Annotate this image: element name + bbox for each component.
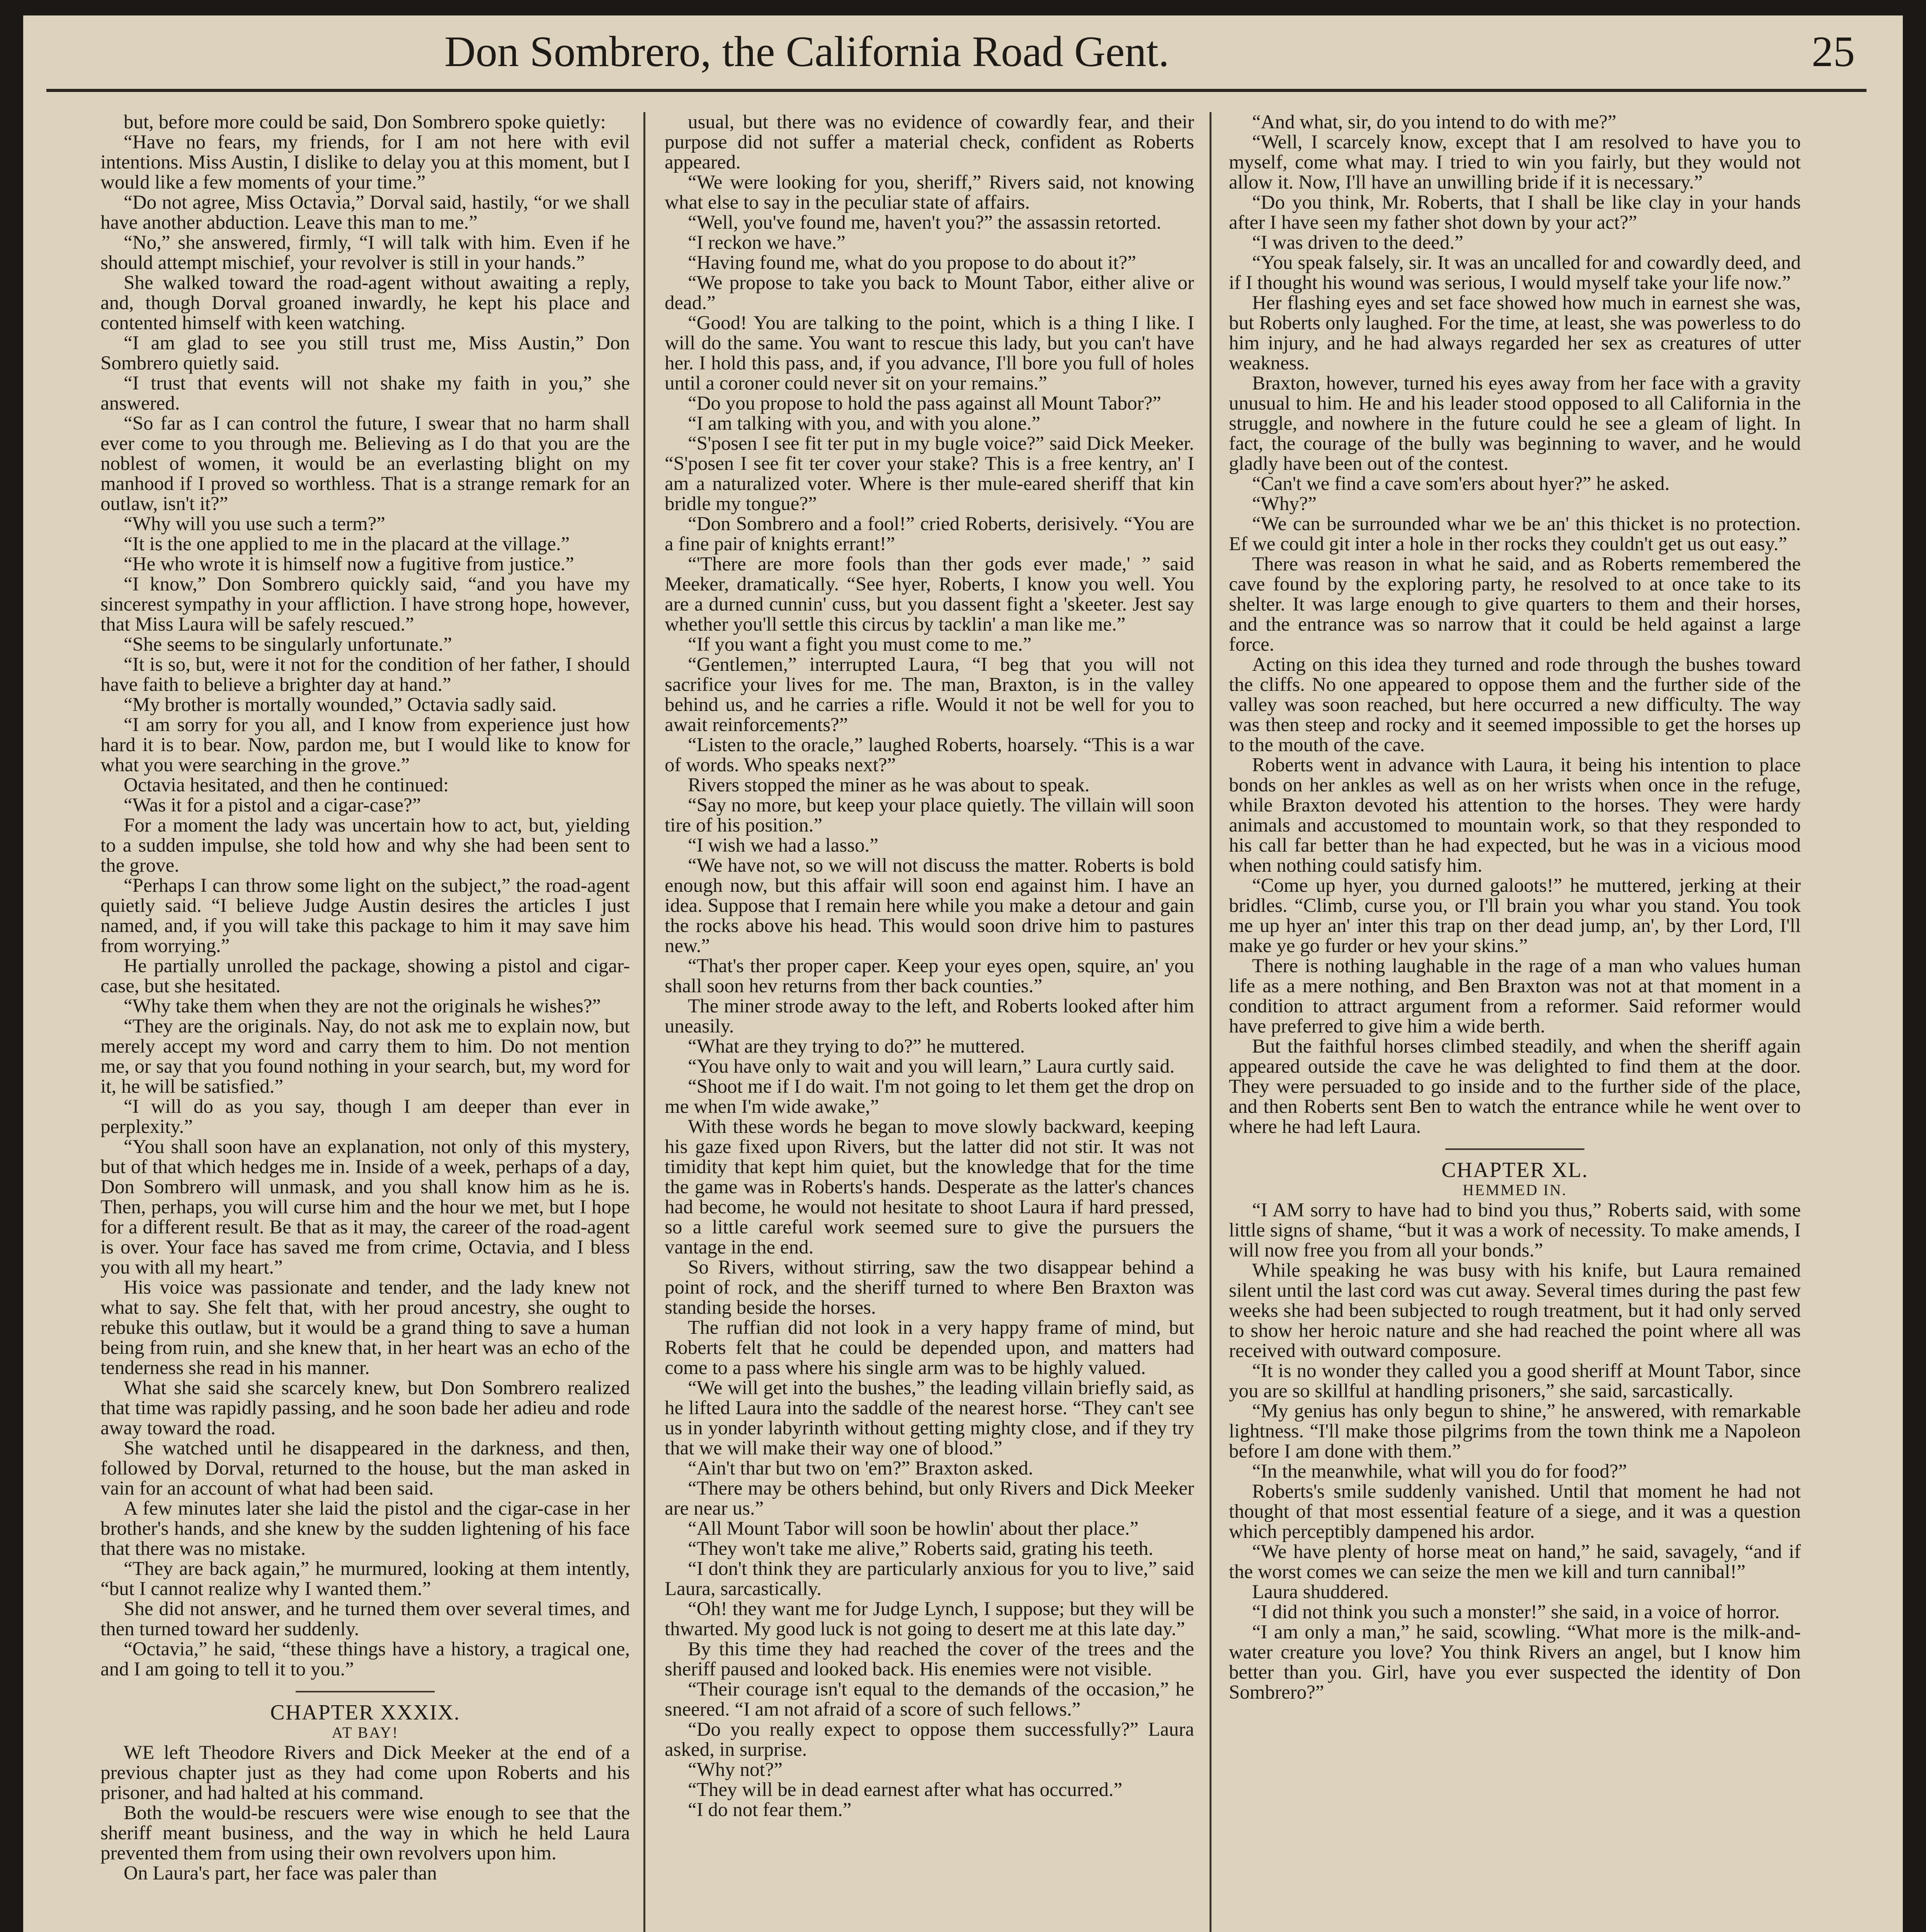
paragraph: “I am glad to see you still trust me, Miss Austin,” Don Sombrero quietly said. xyxy=(100,332,630,374)
paragraph: “He who wrote it is himself now a fugitive from justice.” xyxy=(124,553,574,575)
paragraph: “Do not agree, Miss Octavia,” Dorval said, hastily, “or we shall have another abduction. Leave this man to me.” xyxy=(100,192,630,233)
paragraph: “We have not, so we will not discuss the matter. Roberts is bold enough now, but this affair will soon end against him. I have an idea. Suppose that I remain here while you make a detour and gain the rocks above his head. This would soon drive him to pastures new.” xyxy=(665,855,1194,957)
paragraph: “Perhaps I can throw some light on the subject,” the road-agent quietly said. “I believe Judge Austin desires the articles I just named, and, if you will take this package to him it may save him from worrying.” xyxy=(100,875,630,957)
paragraph: “Why not?” xyxy=(688,1759,783,1781)
paragraph: “My brother is mortally wounded,” Octavia sadly said. xyxy=(124,694,557,716)
paragraph: “She seems to be singularly unfortunate.” xyxy=(124,634,452,655)
paragraph: “They won't take me alive,” Roberts said, grating his teeth. xyxy=(688,1538,1154,1560)
paragraph: “You shall soon have an explanation, not only of this mystery, but of that which hedges me in. Inside of a week, perhaps of a day, Don Sombrero will unmask, and you shall know him as he is. Then, perhaps, you will curse him and the hour we met, but I hope for a different result. Be that as it may, the career of the road-agent is over. Your face has saved me from crime, Octavia, and I bless you with all my heart.” xyxy=(100,1136,630,1278)
paragraph: “Octavia,” he said, “these things have a history, a tragical one, and I am going to tell it to you.” xyxy=(100,1638,630,1680)
chapter-heading xyxy=(100,1691,630,1743)
paragraph: “We can be surrounded whar we be an' this thicket is no protection. Ef we could git inter a hole in ther rocks they couldn't get us out easy.” xyxy=(1229,513,1801,555)
paragraph: “Come up hyer, you durned galoots!” he muttered, jerking at their bridles. “Climb, curse you, or I'll brain you whar you stand. You took me up hyer an' inter this trap on ther dead jump, an', by ther Lord, I'll make ye go furder or hev your skins.” xyxy=(1229,875,1801,957)
text-column-1 xyxy=(100,112,630,1932)
paragraph: She watched until he disappeared in the darkness, and then, followed by Dorval, returned to the house, but the man asked in vain for an account of what had been said. xyxy=(100,1437,630,1499)
paragraph: “I trust that events will not shake my faith in you,” she answered. xyxy=(100,372,630,414)
paragraph: “Why take them when they are not the originals he wishes?” xyxy=(124,995,601,1017)
paragraph: “Well, you've found me, haven't you?” the assassin retorted. xyxy=(688,212,1162,233)
paragraph: There was reason in what he said, and as Roberts remembered the cave found by the exploring party, he resolved to at once take to its shelter. It was large enough to give quarters to them and their horses, and the entrance was so narrow that it could be held against a large force. xyxy=(1229,553,1801,655)
paragraph: “They are the originals. Nay, do not ask me to explain now, but merely accept my word and carry them to him. Do not mention me, or say that you found nothing in your search, but, my word for it, he will be satisfied.” xyxy=(100,1015,630,1097)
paragraph: Acting on this idea they turned and rode through the bushes toward the cliffs. No one appeared to oppose them and the further side of the valley was soon reached, but here occurred a new difficulty. The way was then steep and rocky and it seemed impossible to get the horses up to the mouth of the cave. xyxy=(1229,654,1801,756)
paragraph: “I will do as you say, though I am deeper than ever in perplexity.” xyxy=(100,1096,630,1138)
chapter-rule xyxy=(296,1691,435,1692)
paragraph: “Ain't thar but two on 'em?” Braxton asked. xyxy=(688,1458,1033,1479)
paragraph: Roberts went in advance with Laura, it being his intention to place bonds on her ankles as well as on her wrists when once in the refuge, while Braxton devoted his attention to the horses. They were hardy animals and accustomed to mountain work, so that they responded to his call far better than he had expected, but he was in a vicious mood when nothing could satisfy him. xyxy=(1229,754,1801,876)
paragraph: The miner strode away to the left, and Roberts looked after him uneasily. xyxy=(665,995,1194,1037)
chapter-number: CHAPTER XXXIX. xyxy=(270,1701,460,1725)
paragraph: “I am sorry for you all, and I know from experience just how hard it is to bear. Now, pardon me, but I would like to know for what you were searching in the grove.” xyxy=(100,714,630,776)
paragraph: “S'posen I see fit ter put in my bugle voice?” said Dick Meeker. “S'posen I see fit ter cover your stake? This is a free kentry, an' I am a naturalized voter. Where is ther mule-eared sheriff that kin bridle my tongue?” xyxy=(665,433,1194,515)
paragraph: “Why?” xyxy=(1252,493,1317,515)
paragraph: “I am talking with you, and with you alone.” xyxy=(688,413,1041,434)
paragraph: but, before more could be said, Don Sombrero spoke quietly: xyxy=(124,112,606,133)
paragraph: “My genius has only begun to shine,” he answered, with remarkable lightness. “I'll make those pilgrims from the town think me a Napoleon before I am done with them.” xyxy=(1229,1400,1801,1462)
paragraph: “You have only to wait and you will learn,” Laura curtly said. xyxy=(688,1056,1175,1077)
paragraph: “What are they trying to do?” he muttered. xyxy=(688,1036,1025,1057)
chapter-number: CHAPTER XL. xyxy=(1441,1158,1588,1182)
paragraph: “I was driven to the deed.” xyxy=(1252,232,1463,253)
paragraph: “Oh! they want me for Judge Lynch, I suppose; but they will be thwarted. My good luck is not going to desert me at this late day.” xyxy=(665,1598,1194,1640)
paragraph: “Can't we find a cave som'ers about hyer?” he asked. xyxy=(1252,473,1670,495)
paragraph: Rivers stopped the miner as he was about to speak. xyxy=(688,774,1090,796)
paragraph: By this time they had reached the cover of the trees and the sheriff paused and looked back. His enemies were not visible. xyxy=(665,1638,1194,1680)
paragraph: For a moment the lady was uncertain how to act, but, yielding to a sudden impulse, she told how and why she had been sent to the grove. xyxy=(100,815,630,876)
paragraph: “I wish we had a lasso.” xyxy=(688,835,878,856)
page-number: 25 xyxy=(1812,28,1855,76)
paragraph: “I am only a man,” he said, scowling. “What more is the milk-and-water creature you love? You think Rivers an angel, but I know him better than you. Girl, have you ever suspected the identity of Don Sombrero?” xyxy=(1229,1621,1801,1703)
paragraph: “We were looking for you, sheriff,” Rivers said, not knowing what else to say in the peculiar state of affairs. xyxy=(665,172,1194,213)
paragraph: Octavia hesitated, and then he continued: xyxy=(124,774,449,796)
paragraph: “Have no fears, my friends, for I am not here with evil intentions. Miss Austin, I dislike to delay you at this moment, but I would like a few moments of your time.” xyxy=(100,131,630,193)
column-1-paragraphs-after xyxy=(100,1743,630,1883)
chapter-title: AT BAY! xyxy=(332,1724,399,1741)
paragraph: “Do you propose to hold the pass against all Mount Tabor?” xyxy=(688,393,1161,414)
paragraph: “Don Sombrero and a fool!” cried Roberts, derisively. “You are a fine pair of knights errant!” xyxy=(665,513,1194,555)
paragraph: “And what, sir, do you intend to do with me?” xyxy=(1252,112,1616,133)
paragraph: “'There are more fools than ther gods ever made,' ” said Meeker, dramatically. “See hyer, Roberts, I know you well. You are a durned cunnin' cuss, but you dassent fight a 'skeeter. Jest say whether you'll settle this circus by tacklin' a man like me.” xyxy=(665,553,1194,635)
paragraph: A few minutes later she laid the pistol and the cigar-case in her brother's hands, and she knew by the sudden lightening of his face that there was no mistake. xyxy=(100,1498,630,1560)
paragraph: She did not answer, and he turned them over several times, and then turned toward her suddenly. xyxy=(100,1598,630,1640)
paragraph: “We will get into the bushes,” the leading villain briefly said, as he lifted Laura into the saddle of the nearest horse. “They can't see us in yonder labyrinth without getting mighty close, and if they try that we will make their way one of blood.” xyxy=(665,1377,1194,1459)
paragraph: So Rivers, without stirring, saw the two disappear behind a point of rock, and the sheriff turned to where Ben Braxton was standing beside the horses. xyxy=(665,1257,1194,1318)
column-2-paragraphs xyxy=(665,112,1194,1820)
paragraph: usual, but there was no evidence of cowardly fear, and their purpose did not suffer a material check, confident as Roberts appeared. xyxy=(665,112,1194,173)
paragraph: She walked toward the road-agent without awaiting a reply, and, though Dorval groaned inwardly, he kept his place and contented himself with keen watching. xyxy=(100,272,630,334)
paragraph: “It is no wonder they called you a good sheriff at Mount Tabor, since you are so skillful at handling prisoners,” she said, sarcastically. xyxy=(1229,1360,1801,1402)
paragraph: “We have plenty of horse meat on hand,” he said, savagely, “and if the worst comes we can seize the men we kill and turn cannibal!” xyxy=(1229,1541,1801,1583)
paragraph: “Having found me, what do you propose to do about it?” xyxy=(688,252,1137,274)
paragraph: He partially unrolled the package, showing a pistol and cigar-case, but she hesitated. xyxy=(100,955,630,997)
text-column-2 xyxy=(665,112,1194,1932)
paragraph: “No,” she answered, firmly, “I will talk with him. Even if he should attempt mischief, your revolver is still in your hands.” xyxy=(100,232,630,274)
column-rule xyxy=(1210,112,1211,1932)
newspaper-page xyxy=(23,15,1903,1932)
paragraph: “Gentlemen,” interrupted Laura, “I beg that you will not sacrifice your lives for me. The man, Braxton, is in the valley behind us, and he carries a rifle. Would it not be well for you to await reinforcements?” xyxy=(665,654,1194,736)
running-title: Don Sombrero, the California Road Gent. xyxy=(444,28,1169,76)
chapter-title: HEMMED IN. xyxy=(1463,1181,1567,1199)
paragraph: “I AM sorry to have had to bind you thus,” Roberts said, with some little signs of shame, “but it was a work of necessity. To make amends, I will now free you from all your bonds.” xyxy=(1229,1199,1801,1261)
paragraph: The ruffian did not look in a very happy frame of mind, but Roberts felt that he could be depended upon, and matters had come to a pass where his single arm was to be highly valued. xyxy=(665,1317,1194,1379)
column-rule xyxy=(643,112,645,1932)
paragraph: “All Mount Tabor will soon be howlin' about ther place.” xyxy=(688,1518,1139,1539)
paragraph: “Say no more, but keep your place quietly. The villain will soon tire of his position.” xyxy=(665,794,1194,836)
paragraph: His voice was passionate and tender, and the lady knew not what to say. She felt that, with her proud ancestry, she ought to rebuke this outlaw, but it would be a grand thing to save a human being from ruin, and she knew that, in her heart was an echo of the tenderness she read in his manner. xyxy=(100,1277,630,1379)
chapter-heading xyxy=(1229,1148,1801,1200)
paragraph: On Laura's part, her face was paler than xyxy=(124,1862,437,1884)
paragraph: “They are back again,” he murmured, looking at them intently, “but I cannot realize why I wanted them.” xyxy=(100,1558,630,1600)
paragraph: “Their courage isn't equal to the demands of the occasion,” he sneered. “I am not afraid of a score of such fellows.” xyxy=(665,1679,1194,1720)
paragraph: Her flashing eyes and set face showed how much in earnest she was, but Roberts only laughed. For the time, at least, she was powerless to do him injury, and he had always regarded her sex as creatures of utter weakness. xyxy=(1229,292,1801,374)
paragraph: With these words he began to move slowly backward, keeping his gaze fixed upon Rivers, but the latter did not stir. It was not timidity that kept him quiet, but the knowledge that for the time the game was in Roberts's hands. Desperate as the latter's chances had become, he would not hesitate to shoot Laura if hard pressed, so a little careful work seemed sure to give the pursuers the vantage in the end. xyxy=(665,1116,1194,1258)
paragraph: “I reckon we have.” xyxy=(688,232,846,253)
paragraph: “I do not fear them.” xyxy=(688,1799,852,1821)
column-3-paragraphs-after xyxy=(1229,1200,1801,1702)
running-header xyxy=(46,15,1866,92)
paragraph: But the faithful horses climbed steadily, and when the sheriff again appeared outside the cave he was delighted to find them at the door. They were persuaded to go inside and to the further side of the place, and then Roberts sent Ben to watch the entrance while he went over to where he had left Laura. xyxy=(1229,1036,1801,1138)
paragraph: While speaking he was busy with his knife, but Laura remained silent until the last cord was cut away. Several times during the past few weeks she had been subjected to rough treatment, but it had only served to show her heroic nature and she had reached the point where all was received with outward composure. xyxy=(1229,1260,1801,1362)
paragraph: What she said she scarcely knew, but Don Sombrero realized that time was rapidly passing, and he soon bade her adieu and rode away toward the road. xyxy=(100,1377,630,1439)
paragraph: “Listen to the oracle,” laughed Roberts, hoarsely. “This is a war of words. Who speaks next?” xyxy=(665,734,1194,776)
paragraph: “Was it for a pistol and a cigar-case?” xyxy=(124,794,421,816)
paragraph: “Why will you use such a term?” xyxy=(124,513,385,535)
column-1-paragraphs xyxy=(100,112,630,1679)
text-column-3 xyxy=(1229,112,1801,1932)
paragraph: “I don't think they are particularly anxious for you to live,” said Laura, sarcastically. xyxy=(665,1558,1194,1600)
paragraph: “It is so, but, were it not for the condition of her father, I should have faith to believe a brighter day at hand.” xyxy=(100,654,630,696)
paragraph: Both the would-be rescuers were wise enough to see that the sheriff meant business, and the way in which he held Laura prevented them from using their own revolvers upon him. xyxy=(100,1802,630,1864)
paragraph: “Shoot me if I do wait. I'm not going to let them get the drop on me when I'm wide awake,” xyxy=(665,1076,1194,1117)
paragraph: “If you want a fight you must come to me.” xyxy=(688,634,1032,655)
paragraph: Braxton, however, turned his eyes away from her face with a gravity unusual to him. He and his leader stood opposed to all California in the struggle, and nowhere in the future could he see a gleam of light. In fact, the courage of the bully was beginning to waver, and he would gladly have been out of the contest. xyxy=(1229,372,1801,474)
paragraph: “We propose to take you back to Mount Tabor, either alive or dead.” xyxy=(665,272,1194,314)
chapter-rule xyxy=(1445,1148,1584,1150)
paragraph: “Do you really expect to oppose them successfully?” Laura asked, in surprise. xyxy=(665,1719,1194,1760)
paragraph: “They will be in dead earnest after what has occurred.” xyxy=(688,1779,1123,1801)
paragraph: “That's ther proper caper. Keep your eyes open, squire, an' you shall soon hev returns from ther back counties.” xyxy=(665,955,1194,997)
paragraph: “Do you think, Mr. Roberts, that I shall be like clay in your hands after I have seen my father shot down by your act?” xyxy=(1229,192,1801,233)
paragraph: Roberts's smile suddenly vanished. Until that moment he had not thought of that most essential feature of a siege, and it was a question which perceptibly dampened his ardor. xyxy=(1229,1481,1801,1543)
paragraph: Laura shuddered. xyxy=(1252,1581,1389,1603)
paragraph: WE left Theodore Rivers and Dick Meeker at the end of a previous chapter just as they had come upon Roberts and his prisoner, and had halted at his command. xyxy=(100,1742,630,1804)
column-3-paragraphs xyxy=(1229,112,1801,1137)
paragraph: “You speak falsely, sir. It was an uncalled for and cowardly deed, and if I thought his wound was serious, I would myself take your life now.” xyxy=(1229,252,1801,294)
paragraph: “Good! You are talking to the point, which is a thing I like. I will do the same. You want to rescue this lady, but you can't have her. I hold this pass, and, if you advance, I'll bore you full of holes until a coroner could never sit on your remains.” xyxy=(665,312,1194,394)
paragraph: There is nothing laughable in the rage of a man who values human life as a mere nothing, and Ben Braxton was not at that moment in a condition to attract argument from a reformer. Said reformer would have preferred to give him a wide berth. xyxy=(1229,955,1801,1037)
paragraph: “There may be others behind, but only Rivers and Dick Meeker are near us.” xyxy=(665,1478,1194,1519)
paragraph: “Well, I scarcely know, except that I am resolved to have you to myself, come what may. I tried to win you fairly, but they would not allow it. Now, I'll have an unwilling bride if it is necessary.” xyxy=(1229,131,1801,193)
paragraph: “It is the one applied to me in the placard at the village.” xyxy=(124,533,570,555)
paragraph: “So far as I can control the future, I swear that no harm shall ever come to you through me. Believing as I do that you are the noblest of women, it would be an everlasting blight on my manhood if I proved so worthless. That is a strange remark for an outlaw, isn't it?” xyxy=(100,413,630,515)
paragraph: “I know,” Don Sombrero quickly said, “and you have my sincerest sympathy in your affliction. I have strong hope, however, that Miss Laura will be safely rescued.” xyxy=(100,573,630,635)
paragraph: “I did not think you such a monster!” she said, in a voice of horror. xyxy=(1252,1601,1780,1623)
paragraph: “In the meanwhile, what will you do for food?” xyxy=(1252,1461,1627,1482)
